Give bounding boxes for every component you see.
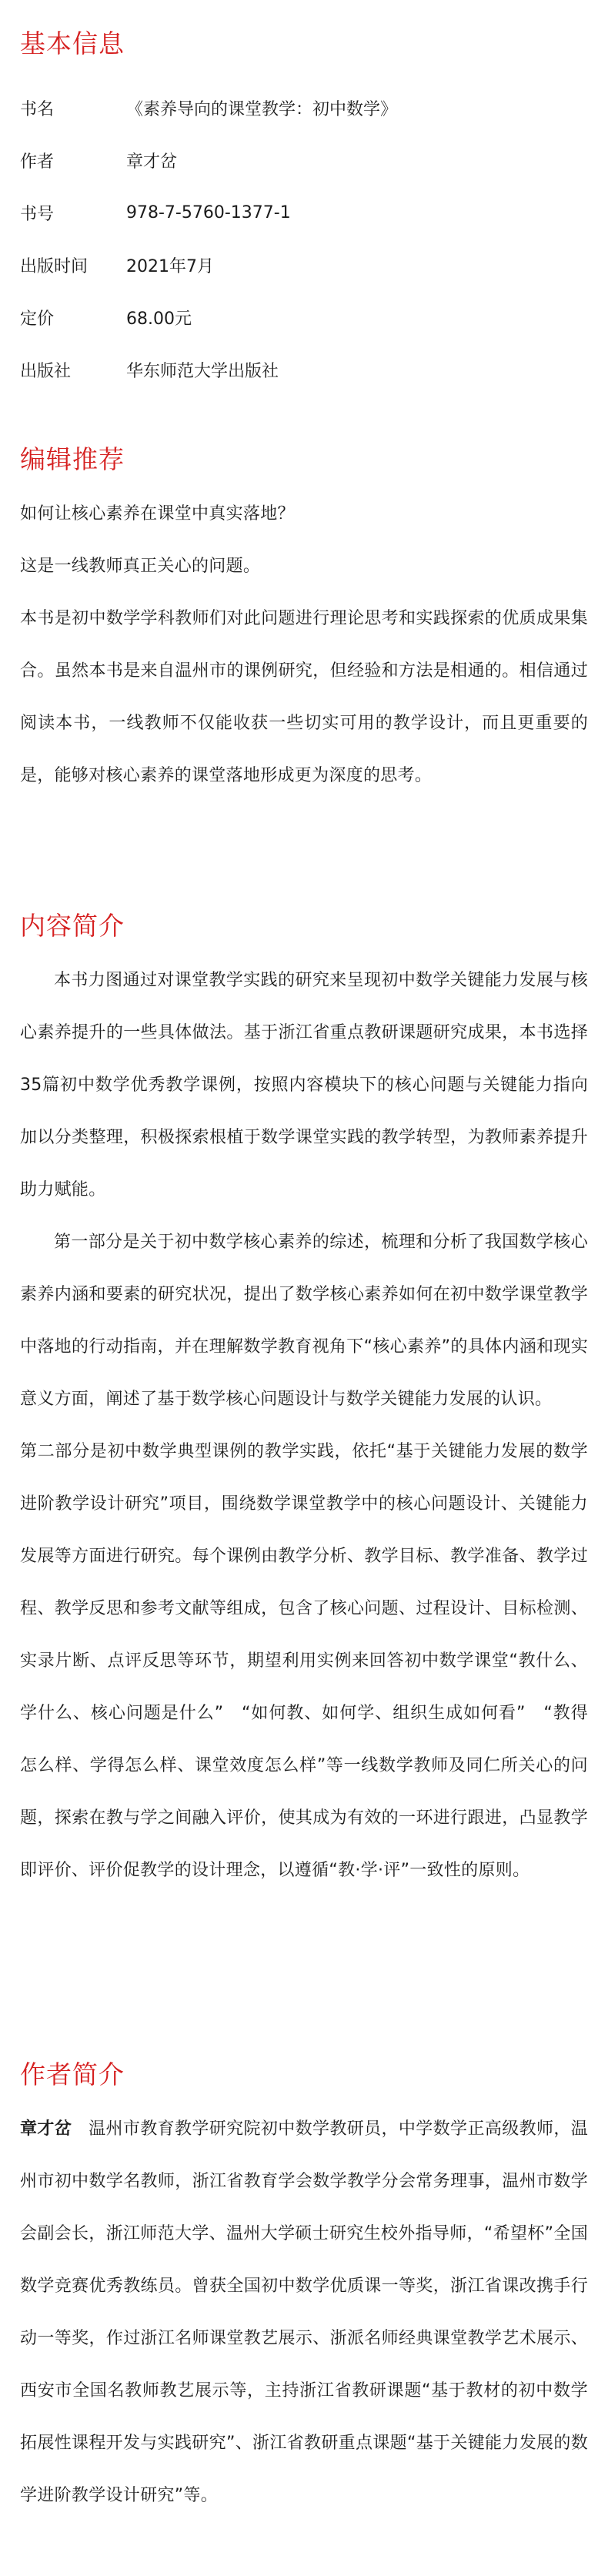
info-value: 华东师范大学出版社: [126, 361, 279, 381]
info-value: 978-7-5760-1377-1: [126, 202, 291, 222]
info-row-isbn: [20, 186, 588, 239]
editor-recommend-title: 编辑推荐: [20, 444, 125, 474]
basic-info-table: [20, 82, 588, 396]
info-label: 定价: [20, 309, 55, 329]
paragraph: 第一部分是关于初中数学核心素养的综述，梳理和分析了我国数学核心素养内涵和要素的研究状况，提出了数学核心素养如何在初中数学课堂教学中落地的行动指南，并在理解数学教育视角下“核心素养”的具体内涵和现实意义方面，阐述了基于数学核心问题设计与数学关键能力发展的认识。: [20, 1233, 588, 1409]
editor-recommend-body: [20, 488, 588, 802]
content-intro-body: [20, 955, 588, 1897]
info-row-publish-date: [20, 239, 588, 291]
info-label: 书名: [20, 99, 55, 119]
content-intro-title: 内容简介: [20, 911, 125, 941]
paragraph: 第二部分是初中数学典型课例的教学实践，依托“基于关键能力发展的数学进阶教学设计研究”项目，围绕数学课堂教学中的核心问题设计、关键能力发展等方面进行研究。每个课例由教学分析、教学目标、教学准备、教学过程、教学反思和参考文献等组成，包含了核心问题、过程设计、目标检测、实录片断、点评反思等环节，期望利用实例来回答初中数学课堂“教什么、学什么、核心问题是什么” “如何教、如何学、组织生成如何看” “教得怎么样、学得怎么样、课堂效度怎么样”等一线数学教师及同仁所关心的问题，探索在教与学之间融入评价，使其成为有效的一环进行跟进，凸显教学即评价、评价促教学的设计理念，以遵循“教·学·评”一致性的原则。: [20, 1442, 588, 1880]
info-label: 出版社: [20, 361, 72, 381]
info-value: 章才岔: [126, 152, 178, 172]
info-row-publisher: [20, 343, 588, 396]
author-intro-section: [20, 2057, 588, 2522]
info-label: 作者: [20, 152, 55, 172]
author-name: 章才岔: [20, 2119, 72, 2139]
paragraph: 本书是初中数学学科教师们对此问题进行理论思考和实践探索的优质成果集合。虽然本书是来自温州市的课例研究，但经验和方法是相通的。相信通过阅读本书，一线教师不仅能收获一些切实可用的教学设计，而且更重要的是，能够对核心素养的课堂落地形成更为深度的思考。: [20, 609, 588, 785]
content-intro-section: [20, 908, 588, 1897]
editor-recommend-section: [20, 442, 588, 802]
info-value: 《素养导向的课堂教学：初中数学》: [126, 99, 398, 119]
author-intro-title: 作者简介: [20, 2059, 125, 2089]
author-intro-body: [20, 2103, 588, 2522]
paragraph: 如何让核心素养在课堂中真实落地？: [20, 504, 295, 524]
info-value: 2021年7月: [126, 256, 214, 276]
basic-info-section: [20, 26, 588, 396]
author-bio: [20, 2103, 588, 2522]
info-label: 出版时间: [20, 256, 89, 276]
basic-info-title: 基本信息: [20, 28, 125, 59]
author-bio-text: 温州市教育教学研究院初中数学教研员，中学数学正高级教师，温州市初中数学名教师，浙江省教育学会数学教学分会常务理事，温州市数学会副会长，浙江师范大学、温州大学硕士研究生校外指导师，“希望杯”全国数学竞赛优秀教练员。曾获全国初中数学优质课一等奖，浙江省课改携手行动一等奖，作过浙江名师课堂教艺展示、浙派名师经典课堂教学艺术展示、西安市全国名教师教艺展示等，主持浙江省教研课题“基于教材的初中数学拓展性课程开发与实践研究”、浙江省教研重点课题“基于关键能力发展的数学进阶教学设计研究”等。: [20, 2119, 589, 2505]
paragraph: 本书力图通过对课堂教学实践的研究来呈现初中数学关键能力发展与核心素养提升的一些具体做法。基于浙江省重点教研课题研究成果，本书选择35篇初中数学优秀教学课例，按照内容模块下的核心问题与关键能力指向加以分类整理，积极探索根植于数学课堂实践的教学转型，为教师素养提升助力赋能。: [20, 971, 588, 1199]
info-row-author: [20, 134, 588, 186]
info-label: 书号: [20, 204, 55, 224]
info-row-title: [20, 82, 588, 134]
paragraph: 这是一线教师真正关心的问题。: [20, 557, 261, 576]
info-row-price: [20, 291, 588, 343]
info-value: 68.00元: [126, 309, 192, 329]
